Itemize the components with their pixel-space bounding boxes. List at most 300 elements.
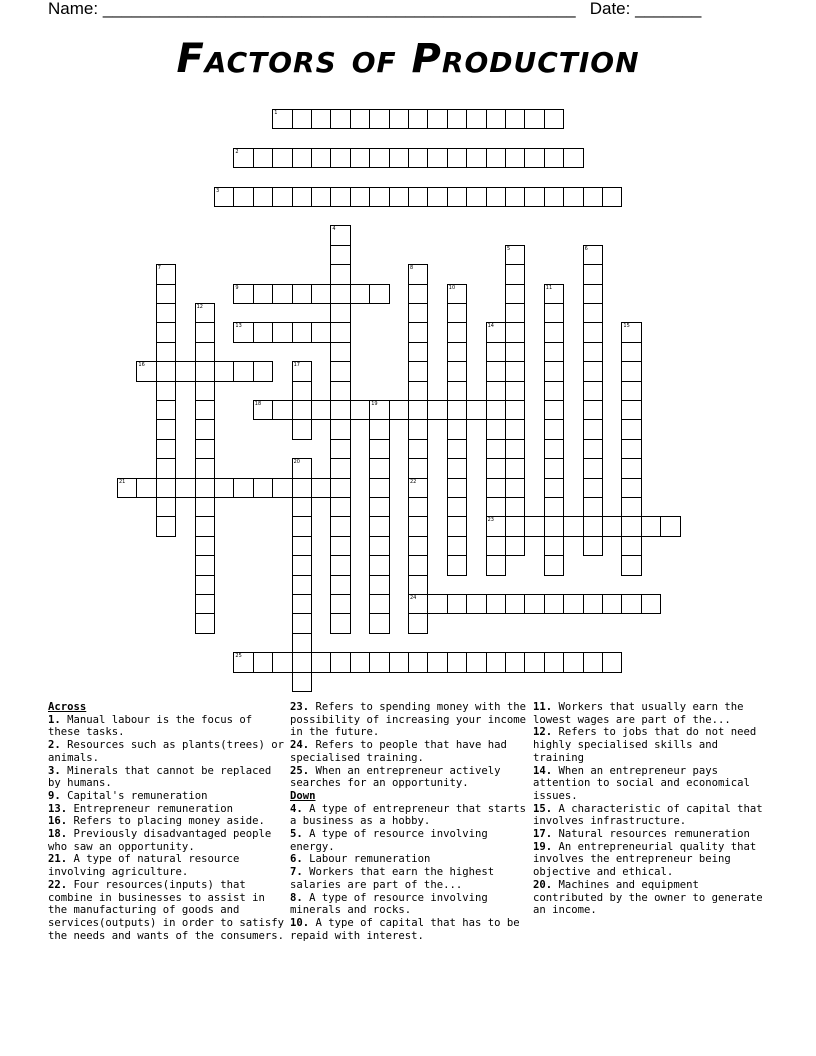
- crossword-cell[interactable]: [272, 652, 292, 672]
- crossword-cell[interactable]: [660, 516, 680, 536]
- crossword-cell[interactable]: [544, 652, 564, 672]
- crossword-cell[interactable]: [330, 322, 350, 342]
- crossword-cell[interactable]: [486, 419, 506, 439]
- crossword-cell[interactable]: [369, 594, 389, 614]
- crossword-cell[interactable]: [505, 652, 525, 672]
- crossword-cell[interactable]: [447, 303, 467, 323]
- crossword-cell[interactable]: [447, 652, 467, 672]
- crossword-cell[interactable]: [369, 400, 389, 420]
- crossword-cell[interactable]: [583, 652, 603, 672]
- crossword-cell[interactable]: [544, 594, 564, 614]
- crossword-cell[interactable]: [253, 478, 273, 498]
- crossword-cell[interactable]: [621, 478, 641, 498]
- crossword-cell[interactable]: [272, 148, 292, 168]
- crossword-cell[interactable]: [544, 497, 564, 517]
- crossword-cell[interactable]: [292, 652, 312, 672]
- crossword-cell[interactable]: [427, 652, 447, 672]
- crossword-cell[interactable]: [447, 148, 467, 168]
- crossword-cell[interactable]: [136, 361, 156, 381]
- crossword-cell[interactable]: [292, 419, 312, 439]
- crossword-cell[interactable]: [621, 361, 641, 381]
- crossword-cell[interactable]: [195, 361, 215, 381]
- crossword-cell[interactable]: [330, 361, 350, 381]
- crossword-cell[interactable]: [505, 342, 525, 362]
- crossword-cell[interactable]: [602, 652, 622, 672]
- crossword-cell[interactable]: [408, 342, 428, 362]
- crossword-cell[interactable]: [447, 381, 467, 401]
- crossword-cell[interactable]: [505, 497, 525, 517]
- crossword-cell[interactable]: [466, 109, 486, 129]
- crossword-cell[interactable]: [408, 575, 428, 595]
- crossword-cell[interactable]: [563, 594, 583, 614]
- crossword-cell[interactable]: [486, 109, 506, 129]
- crossword-cell[interactable]: [195, 555, 215, 575]
- crossword-cell[interactable]: [156, 497, 176, 517]
- crossword-cell[interactable]: [408, 613, 428, 633]
- crossword-cell[interactable]: [486, 381, 506, 401]
- crossword-cell[interactable]: [583, 245, 603, 265]
- crossword-cell[interactable]: [408, 652, 428, 672]
- crossword-cell[interactable]: [369, 109, 389, 129]
- crossword-cell[interactable]: [195, 497, 215, 517]
- crossword-cell[interactable]: [427, 109, 447, 129]
- crossword-cell[interactable]: [330, 225, 350, 245]
- crossword-cell[interactable]: [330, 613, 350, 633]
- crossword-cell[interactable]: [621, 400, 641, 420]
- crossword-cell[interactable]: [272, 109, 292, 129]
- crossword-cell[interactable]: [369, 516, 389, 536]
- crossword-cell[interactable]: [369, 148, 389, 168]
- crossword-cell[interactable]: [350, 148, 370, 168]
- crossword-cell[interactable]: [486, 478, 506, 498]
- crossword-cell[interactable]: [195, 439, 215, 459]
- crossword-cell[interactable]: [583, 497, 603, 517]
- crossword-cell[interactable]: [253, 361, 273, 381]
- crossword-cell[interactable]: [369, 478, 389, 498]
- crossword-cell[interactable]: [505, 187, 525, 207]
- crossword-cell[interactable]: [156, 381, 176, 401]
- crossword-cell[interactable]: [505, 478, 525, 498]
- crossword-cell[interactable]: [621, 594, 641, 614]
- crossword-cell[interactable]: [621, 322, 641, 342]
- crossword-cell[interactable]: [292, 458, 312, 478]
- crossword-cell[interactable]: [447, 497, 467, 517]
- crossword-cell[interactable]: [330, 458, 350, 478]
- crossword-cell[interactable]: [621, 342, 641, 362]
- crossword-cell[interactable]: [505, 245, 525, 265]
- crossword-cell[interactable]: [350, 284, 370, 304]
- crossword-cell[interactable]: [505, 264, 525, 284]
- crossword-cell[interactable]: [292, 284, 312, 304]
- crossword-cell[interactable]: [195, 613, 215, 633]
- crossword-cell[interactable]: [505, 148, 525, 168]
- crossword-cell[interactable]: [583, 381, 603, 401]
- crossword-cell[interactable]: [369, 284, 389, 304]
- crossword-cell[interactable]: [156, 478, 176, 498]
- crossword-cell[interactable]: [466, 148, 486, 168]
- crossword-cell[interactable]: [486, 361, 506, 381]
- crossword-cell[interactable]: [272, 400, 292, 420]
- crossword-cell[interactable]: [195, 400, 215, 420]
- crossword-cell[interactable]: [486, 322, 506, 342]
- crossword-cell[interactable]: [583, 439, 603, 459]
- crossword-cell[interactable]: [233, 148, 253, 168]
- crossword-cell[interactable]: [466, 652, 486, 672]
- crossword-cell[interactable]: [292, 400, 312, 420]
- crossword-cell[interactable]: [602, 516, 622, 536]
- crossword-cell[interactable]: [195, 322, 215, 342]
- crossword-cell[interactable]: [330, 536, 350, 556]
- crossword-cell[interactable]: [233, 361, 253, 381]
- crossword-cell[interactable]: [447, 458, 467, 478]
- crossword-cell[interactable]: [524, 516, 544, 536]
- crossword-cell[interactable]: [583, 478, 603, 498]
- crossword-cell[interactable]: [524, 652, 544, 672]
- crossword-cell[interactable]: [292, 148, 312, 168]
- crossword-cell[interactable]: [195, 381, 215, 401]
- crossword-cell[interactable]: [330, 342, 350, 362]
- crossword-cell[interactable]: [544, 109, 564, 129]
- crossword-cell[interactable]: [253, 148, 273, 168]
- crossword-cell[interactable]: [369, 497, 389, 517]
- crossword-cell[interactable]: [602, 594, 622, 614]
- crossword-cell[interactable]: [621, 497, 641, 517]
- crossword-cell[interactable]: [272, 284, 292, 304]
- crossword-cell[interactable]: [292, 594, 312, 614]
- crossword-cell[interactable]: [369, 536, 389, 556]
- crossword-cell[interactable]: [486, 148, 506, 168]
- crossword-cell[interactable]: [253, 187, 273, 207]
- crossword-cell[interactable]: [214, 478, 234, 498]
- crossword-cell[interactable]: [447, 439, 467, 459]
- crossword-cell[interactable]: [583, 322, 603, 342]
- crossword-cell[interactable]: [583, 458, 603, 478]
- crossword-cell[interactable]: [583, 303, 603, 323]
- crossword-cell[interactable]: [369, 187, 389, 207]
- crossword-cell[interactable]: [389, 400, 409, 420]
- crossword-cell[interactable]: [156, 516, 176, 536]
- crossword-cell[interactable]: [408, 284, 428, 304]
- crossword-cell[interactable]: [427, 594, 447, 614]
- crossword-cell[interactable]: [466, 187, 486, 207]
- crossword-cell[interactable]: [524, 109, 544, 129]
- crossword-cell[interactable]: [292, 516, 312, 536]
- crossword-cell[interactable]: [369, 575, 389, 595]
- crossword-cell[interactable]: [641, 516, 661, 536]
- crossword-cell[interactable]: [156, 361, 176, 381]
- crossword-cell[interactable]: [292, 672, 312, 692]
- crossword-cell[interactable]: [292, 187, 312, 207]
- crossword-cell[interactable]: [447, 400, 467, 420]
- crossword-cell[interactable]: [156, 400, 176, 420]
- crossword-cell[interactable]: [486, 652, 506, 672]
- crossword-cell[interactable]: [292, 536, 312, 556]
- crossword-cell[interactable]: [621, 555, 641, 575]
- crossword-cell[interactable]: [408, 187, 428, 207]
- crossword-cell[interactable]: [486, 497, 506, 517]
- crossword-cell[interactable]: [486, 458, 506, 478]
- crossword-cell[interactable]: [621, 536, 641, 556]
- crossword-cell[interactable]: [156, 458, 176, 478]
- crossword-cell[interactable]: [486, 400, 506, 420]
- crossword-cell[interactable]: [195, 458, 215, 478]
- crossword-cell[interactable]: [233, 478, 253, 498]
- crossword-cell[interactable]: [408, 361, 428, 381]
- crossword-cell[interactable]: [544, 148, 564, 168]
- crossword-cell[interactable]: [330, 478, 350, 498]
- crossword-cell[interactable]: [330, 594, 350, 614]
- crossword-cell[interactable]: [195, 594, 215, 614]
- crossword-cell[interactable]: [272, 322, 292, 342]
- crossword-cell[interactable]: [408, 264, 428, 284]
- crossword-cell[interactable]: [544, 303, 564, 323]
- crossword-cell[interactable]: [330, 575, 350, 595]
- crossword-cell[interactable]: [427, 148, 447, 168]
- crossword-cell[interactable]: [330, 381, 350, 401]
- crossword-cell[interactable]: [369, 419, 389, 439]
- crossword-cell[interactable]: [253, 652, 273, 672]
- crossword-cell[interactable]: [408, 478, 428, 498]
- crossword-cell[interactable]: [583, 342, 603, 362]
- crossword-cell[interactable]: [195, 419, 215, 439]
- crossword-cell[interactable]: [505, 284, 525, 304]
- crossword-cell[interactable]: [292, 322, 312, 342]
- crossword-cell[interactable]: [544, 322, 564, 342]
- crossword-cell[interactable]: [214, 187, 234, 207]
- crossword-cell[interactable]: [544, 458, 564, 478]
- crossword-cell[interactable]: [544, 419, 564, 439]
- crossword-cell[interactable]: [486, 594, 506, 614]
- crossword-cell[interactable]: [583, 400, 603, 420]
- crossword-cell[interactable]: [544, 284, 564, 304]
- crossword-cell[interactable]: [389, 109, 409, 129]
- crossword-cell[interactable]: [486, 516, 506, 536]
- crossword-cell[interactable]: [156, 264, 176, 284]
- crossword-cell[interactable]: [389, 148, 409, 168]
- crossword-cell[interactable]: [195, 575, 215, 595]
- crossword-cell[interactable]: [544, 516, 564, 536]
- crossword-cell[interactable]: [330, 555, 350, 575]
- crossword-cell[interactable]: [563, 148, 583, 168]
- crossword-cell[interactable]: [544, 187, 564, 207]
- crossword-cell[interactable]: [408, 439, 428, 459]
- crossword-cell[interactable]: [330, 264, 350, 284]
- crossword-cell[interactable]: [563, 187, 583, 207]
- crossword-cell[interactable]: [524, 594, 544, 614]
- crossword-cell[interactable]: [505, 458, 525, 478]
- crossword-cell[interactable]: [427, 187, 447, 207]
- crossword-cell[interactable]: [369, 439, 389, 459]
- crossword-cell[interactable]: [447, 361, 467, 381]
- crossword-cell[interactable]: [311, 187, 331, 207]
- crossword-cell[interactable]: [311, 148, 331, 168]
- crossword-cell[interactable]: [369, 458, 389, 478]
- crossword-cell[interactable]: [544, 536, 564, 556]
- crossword-cell[interactable]: [389, 187, 409, 207]
- crossword-cell[interactable]: [311, 652, 331, 672]
- crossword-cell[interactable]: [583, 284, 603, 304]
- crossword-cell[interactable]: [233, 322, 253, 342]
- crossword-cell[interactable]: [505, 439, 525, 459]
- crossword-cell[interactable]: [369, 555, 389, 575]
- crossword-cell[interactable]: [486, 439, 506, 459]
- crossword-cell[interactable]: [505, 303, 525, 323]
- crossword-cell[interactable]: [175, 478, 195, 498]
- crossword-cell[interactable]: [447, 419, 467, 439]
- crossword-cell[interactable]: [408, 516, 428, 536]
- crossword-cell[interactable]: [292, 497, 312, 517]
- crossword-cell[interactable]: [447, 555, 467, 575]
- crossword-cell[interactable]: [311, 478, 331, 498]
- crossword-cell[interactable]: [311, 284, 331, 304]
- crossword-cell[interactable]: [408, 497, 428, 517]
- crossword-cell[interactable]: [253, 400, 273, 420]
- crossword-cell[interactable]: [156, 419, 176, 439]
- crossword-cell[interactable]: [524, 187, 544, 207]
- crossword-cell[interactable]: [408, 381, 428, 401]
- crossword-cell[interactable]: [583, 187, 603, 207]
- crossword-cell[interactable]: [447, 536, 467, 556]
- crossword-cell[interactable]: [330, 245, 350, 265]
- crossword-cell[interactable]: [447, 284, 467, 304]
- crossword-cell[interactable]: [544, 361, 564, 381]
- crossword-cell[interactable]: [195, 342, 215, 362]
- crossword-cell[interactable]: [408, 322, 428, 342]
- crossword-cell[interactable]: [175, 361, 195, 381]
- crossword-cell[interactable]: [621, 439, 641, 459]
- crossword-cell[interactable]: [427, 400, 447, 420]
- crossword-cell[interactable]: [583, 361, 603, 381]
- crossword-cell[interactable]: [505, 109, 525, 129]
- crossword-cell[interactable]: [369, 613, 389, 633]
- crossword-cell[interactable]: [447, 187, 467, 207]
- crossword-cell[interactable]: [330, 148, 350, 168]
- crossword-cell[interactable]: [369, 652, 389, 672]
- crossword-cell[interactable]: [330, 419, 350, 439]
- crossword-cell[interactable]: [330, 303, 350, 323]
- crossword-cell[interactable]: [505, 516, 525, 536]
- crossword-cell[interactable]: [447, 342, 467, 362]
- crossword-cell[interactable]: [447, 516, 467, 536]
- crossword-cell[interactable]: [292, 478, 312, 498]
- crossword-cell[interactable]: [253, 284, 273, 304]
- crossword-cell[interactable]: [505, 594, 525, 614]
- crossword-cell[interactable]: [505, 419, 525, 439]
- crossword-cell[interactable]: [156, 322, 176, 342]
- crossword-cell[interactable]: [292, 361, 312, 381]
- crossword-cell[interactable]: [408, 400, 428, 420]
- crossword-cell[interactable]: [466, 594, 486, 614]
- crossword-cell[interactable]: [330, 516, 350, 536]
- crossword-cell[interactable]: [350, 109, 370, 129]
- crossword-cell[interactable]: [408, 536, 428, 556]
- crossword-cell[interactable]: [408, 148, 428, 168]
- crossword-cell[interactable]: [292, 575, 312, 595]
- crossword-cell[interactable]: [583, 516, 603, 536]
- crossword-cell[interactable]: [408, 458, 428, 478]
- crossword-cell[interactable]: [505, 400, 525, 420]
- crossword-cell[interactable]: [583, 594, 603, 614]
- crossword-cell[interactable]: [195, 478, 215, 498]
- crossword-cell[interactable]: [330, 400, 350, 420]
- crossword-cell[interactable]: [408, 555, 428, 575]
- crossword-cell[interactable]: [563, 516, 583, 536]
- crossword-cell[interactable]: [621, 458, 641, 478]
- crossword-cell[interactable]: [195, 516, 215, 536]
- crossword-cell[interactable]: [544, 381, 564, 401]
- crossword-cell[interactable]: [330, 187, 350, 207]
- crossword-cell[interactable]: [292, 109, 312, 129]
- crossword-cell[interactable]: [583, 536, 603, 556]
- crossword-cell[interactable]: [311, 322, 331, 342]
- crossword-cell[interactable]: [408, 303, 428, 323]
- crossword-cell[interactable]: [136, 478, 156, 498]
- crossword-cell[interactable]: [466, 400, 486, 420]
- crossword-cell[interactable]: [544, 342, 564, 362]
- crossword-cell[interactable]: [486, 187, 506, 207]
- crossword-cell[interactable]: [621, 419, 641, 439]
- crossword-cell[interactable]: [233, 187, 253, 207]
- crossword-cell[interactable]: [486, 536, 506, 556]
- crossword-cell[interactable]: [544, 400, 564, 420]
- crossword-cell[interactable]: [330, 109, 350, 129]
- crossword-cell[interactable]: [505, 322, 525, 342]
- crossword-cell[interactable]: [447, 594, 467, 614]
- crossword-cell[interactable]: [486, 342, 506, 362]
- crossword-cell[interactable]: [447, 478, 467, 498]
- crossword-cell[interactable]: [292, 613, 312, 633]
- crossword-cell[interactable]: [330, 652, 350, 672]
- crossword-cell[interactable]: [583, 264, 603, 284]
- crossword-cell[interactable]: [311, 400, 331, 420]
- crossword-cell[interactable]: [156, 303, 176, 323]
- crossword-cell[interactable]: [447, 322, 467, 342]
- crossword-cell[interactable]: [544, 478, 564, 498]
- crossword-cell[interactable]: [311, 109, 331, 129]
- crossword-cell[interactable]: [350, 652, 370, 672]
- crossword-cell[interactable]: [292, 633, 312, 653]
- crossword-cell[interactable]: [505, 536, 525, 556]
- crossword-cell[interactable]: [253, 322, 273, 342]
- crossword-cell[interactable]: [272, 187, 292, 207]
- crossword-cell[interactable]: [408, 594, 428, 614]
- crossword-cell[interactable]: [156, 284, 176, 304]
- crossword-cell[interactable]: [292, 555, 312, 575]
- crossword-cell[interactable]: [195, 536, 215, 556]
- crossword-cell[interactable]: [233, 284, 253, 304]
- crossword-cell[interactable]: [544, 555, 564, 575]
- crossword-cell[interactable]: [156, 342, 176, 362]
- crossword-cell[interactable]: [505, 361, 525, 381]
- crossword-cell[interactable]: [486, 555, 506, 575]
- crossword-cell[interactable]: [233, 652, 253, 672]
- crossword-cell[interactable]: [330, 497, 350, 517]
- crossword-cell[interactable]: [272, 478, 292, 498]
- crossword-cell[interactable]: [214, 361, 234, 381]
- crossword-cell[interactable]: [544, 439, 564, 459]
- crossword-cell[interactable]: [621, 381, 641, 401]
- crossword-cell[interactable]: [641, 594, 661, 614]
- crossword-cell[interactable]: [563, 652, 583, 672]
- crossword-cell[interactable]: [330, 439, 350, 459]
- crossword-cell[interactable]: [505, 381, 525, 401]
- crossword-cell[interactable]: [117, 478, 137, 498]
- crossword-cell[interactable]: [156, 439, 176, 459]
- crossword-cell[interactable]: [621, 516, 641, 536]
- crossword-cell[interactable]: [350, 400, 370, 420]
- crossword-cell[interactable]: [524, 148, 544, 168]
- crossword-cell[interactable]: [330, 284, 350, 304]
